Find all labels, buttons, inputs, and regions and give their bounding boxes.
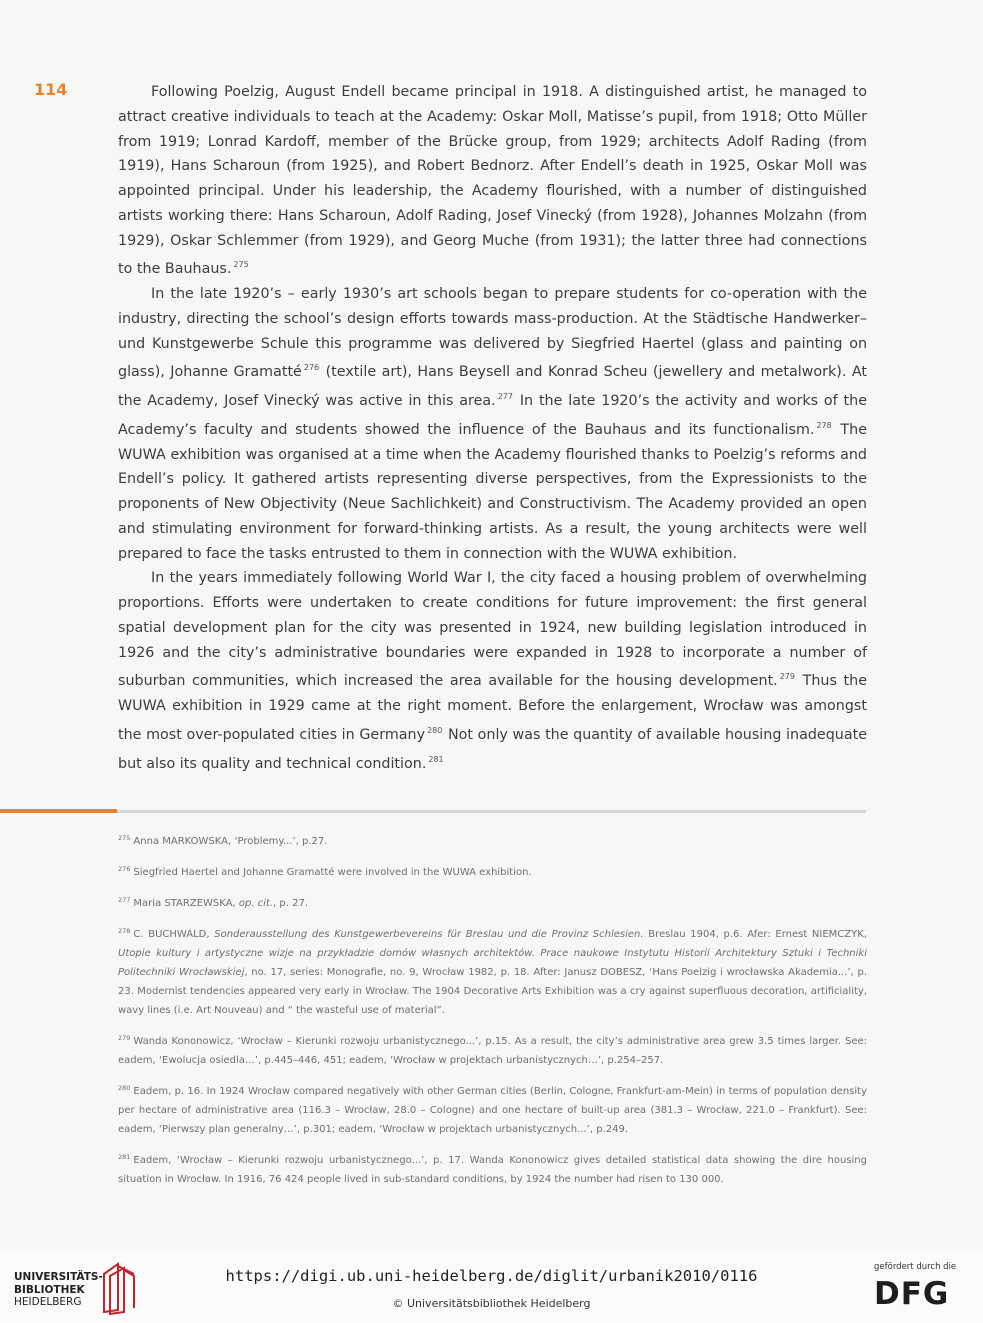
paragraph-2 (118, 282, 867, 566)
footnote-276 (118, 860, 867, 882)
footnote-number: 275 (118, 834, 131, 842)
footnote-278 (118, 922, 867, 1020)
footnote-280 (118, 1079, 867, 1139)
footnotes-section (118, 829, 867, 1198)
body-text (118, 80, 867, 776)
footnote-number: 280 (118, 1084, 131, 1092)
text-run: , no. 17, series: Monografie, no. 9, Wrocław 1982, p. 18. After: Janusz DOBESZ, ‘Hans Poelzig i wrocławska Akademia...’, p. 23. Modernist tendencies appeared very early in Wrocław. The 1904 Decorative Arts Exhibition was a cry against superfluous decoration, artificiality, wavy lines (i.e. Art Nouveau) and “ the wasteful use of material”. (118, 967, 867, 1016)
footnote-divider (117, 810, 866, 813)
text-run: In the late 1920’s – early 1930’s art schools began to prepare students for co-operation with the industry, directing the school’s design efforts towards mass-production. At the Städtische Handwerker– und Kunstgewerbe Schule this programme was delivered by Siegfried Haertel (glass and painting on glass), Johanne Gramatté (118, 286, 867, 381)
library-name-line1: UNIVERSITÄTS- (14, 1271, 103, 1283)
footnote-number: 278 (118, 927, 131, 935)
text-run: The WUWA exhibition was organised at a time when the Academy flourished thanks to Poelzig’s reforms and Endell’s policy. It gathered artists representing diverse perspectives, from the Expressionists to the proponents of New Objectivity (Neue Sachlichkeit) and Constructivism. The Academy provided an open and stimulating environment for forward-thinking artists. As a result, the young architects were well prepared to face the tasks entrusted to them in connection with the WUWA exhibition. (118, 421, 867, 562)
text-run: Anna MARKOWSKA, ‘Problemy...’, p.27. (133, 836, 328, 847)
footnote-277 (118, 891, 867, 913)
footnote-ref[interactable]: 275 (233, 260, 249, 270)
footnote-279 (118, 1029, 867, 1070)
text-run: Thus the WUWA exhibition in 1929 came at the right moment. Before the enlargement, Wrocław was amongst the most over-populated cities in Germany (118, 673, 867, 743)
copyright-notice: © Universitätsbibliothek Heidelberg (392, 1297, 591, 1310)
footnote-281 (118, 1148, 867, 1189)
footnote-ref[interactable]: 281 (428, 754, 444, 764)
text-run: , p. 27. (273, 898, 308, 909)
footnote-ref[interactable]: 277 (497, 392, 513, 401)
footnote-divider-accent (0, 809, 117, 813)
italic-text: op. cit. (238, 898, 274, 909)
page-number: 114 (34, 80, 68, 99)
text-run: Siegfried Haertel and Johanne Gramatté were involved in the WUWA exhibition. (133, 867, 532, 878)
footnote-number: 277 (118, 896, 131, 904)
paragraph-1 (118, 80, 867, 282)
footnote-ref[interactable]: 276 (303, 363, 320, 373)
text-run: Eadem, ‘Wrocław – Kierunki rozwoju urbanistycznego...’, p. 17. Wanda Kononowicz gives detailed statistical data showing the dire housing situation in Wrocław. In 1916, 76 424 people lived in sub-standard conditions, by 1924 the number had risen to 130 000. (118, 1155, 867, 1185)
digital-library-url[interactable]: https://digi.ub.uni-heidelberg.de/diglit/urbanik2010/0116 (225, 1267, 758, 1285)
footnote-275 (118, 829, 867, 851)
italic-text: Sonderausstellung des Kunstgewerbevereins für Breslau und die Provinz Schlesien. (214, 929, 644, 940)
footnote-ref[interactable]: 280 (427, 725, 443, 735)
footnote-ref[interactable]: 278 (816, 420, 832, 430)
text-run: Eadem, p. 16. In 1924 Wrocław compared negatively with other German cities (Berlin, Cologne, Frankfurt-am-Mein) in terms of population density per hectare of administrative area (116.3 – Wrocław, 28.0 – Cologne) and one hectare of built-up area (381.3 – Wrocław, 221.0 – Frankfurt). See: eadem, ‘Pierwszy plan generalny…’, p.301; eadem, ‘Wrocław w projektach urbanistycznych...’, p.249. (118, 1086, 867, 1135)
text-run: In the years immediately following World War I, the city faced a housing problem of overwhelming proportions. Efforts were undertaken to create conditions for future improvement: the first general spatial development plan for the city was presented in 1924, new building legislation introduced in 1926 and the city’s administrative boundaries were expanded in 1928 to incorporate a number of suburban communities, which increased the area available for the housing development. (118, 570, 867, 690)
text-run: Not only was the quantity of available housing inadequate but also its quality and technical condition. (118, 726, 867, 772)
footnote-number: 276 (118, 865, 131, 873)
text-run: (textile art), Hans Beysell and Konrad Scheu (jewellery and metalwork). At the Academy, Josef Vinecký was active in this area. (118, 364, 867, 409)
library-name-line3: HEIDELBERG (14, 1296, 82, 1308)
page-footer (0, 1252, 983, 1323)
footnote-number: 279 (118, 1034, 131, 1042)
text-run: Wanda Kononowicz, ‘Wrocław – Kierunki rozwoju urbanistycznego...’, p.15. As a result, the city’s administrative area grew 3.5 times larger. See: eadem, ‘Ewolucja osiedla…’, p.445–446, 451; eadem, ‘Wrocław w projektach urbanistycznych…’, p.254–257. (118, 1036, 867, 1066)
paragraph-3 (118, 566, 867, 776)
footnote-ref[interactable]: 279 (779, 672, 795, 682)
text-run: Maria STARZEWSKA, (133, 898, 239, 909)
text-run: Breslau 1904, p.6. Afer: Ernest NIEMCZYK, (643, 929, 867, 940)
dfg-logo: DFG (874, 1276, 950, 1312)
footnote-number: 281 (118, 1153, 131, 1161)
text-run: Following Poelzig, August Endell became principal in 1918. A distinguished artist, he managed to attract creative individuals to teach at the Academy: Oskar Moll, Matisse’s pupil, from 1918; Otto Müller from 1919; Lonrad Kardoff, member of the Brücke group, from 1929; architects Adolf Rading (from 1919), Hans Scharoun (from 1925), and Robert Bednorz. After Endell’s death in 1925, Oskar Moll was appointed principal. Under his leadership, the Academy flourished, with a number of distinguished artists working there: Hans Scharoun, Adolf Rading, Josef Vinecký (from 1928), Johannes Molzahn (from 1929), Oskar Schlemmer (from 1929), and Georg Muche (from 1931); the latter three had connections to the Bauhaus. (118, 84, 867, 278)
italic-text: Utopie kultury i artystyczne wizje na przykładzie domów własnych architektów. Prace naukowe Instytutu Historii Architektury Sztuki i Techniki Politechniki Wrocławskiej (118, 948, 867, 978)
funder-caption: gefördert durch die (874, 1262, 957, 1272)
library-name-line2: BIBLIOTHEK (14, 1283, 85, 1296)
text-run: C. BUCHWALD, (133, 929, 215, 940)
text-run: In the late 1920’s the activity and works of the Academy’s faculty and students showed the influence of the Bauhaus and its functionalism. (118, 393, 868, 438)
